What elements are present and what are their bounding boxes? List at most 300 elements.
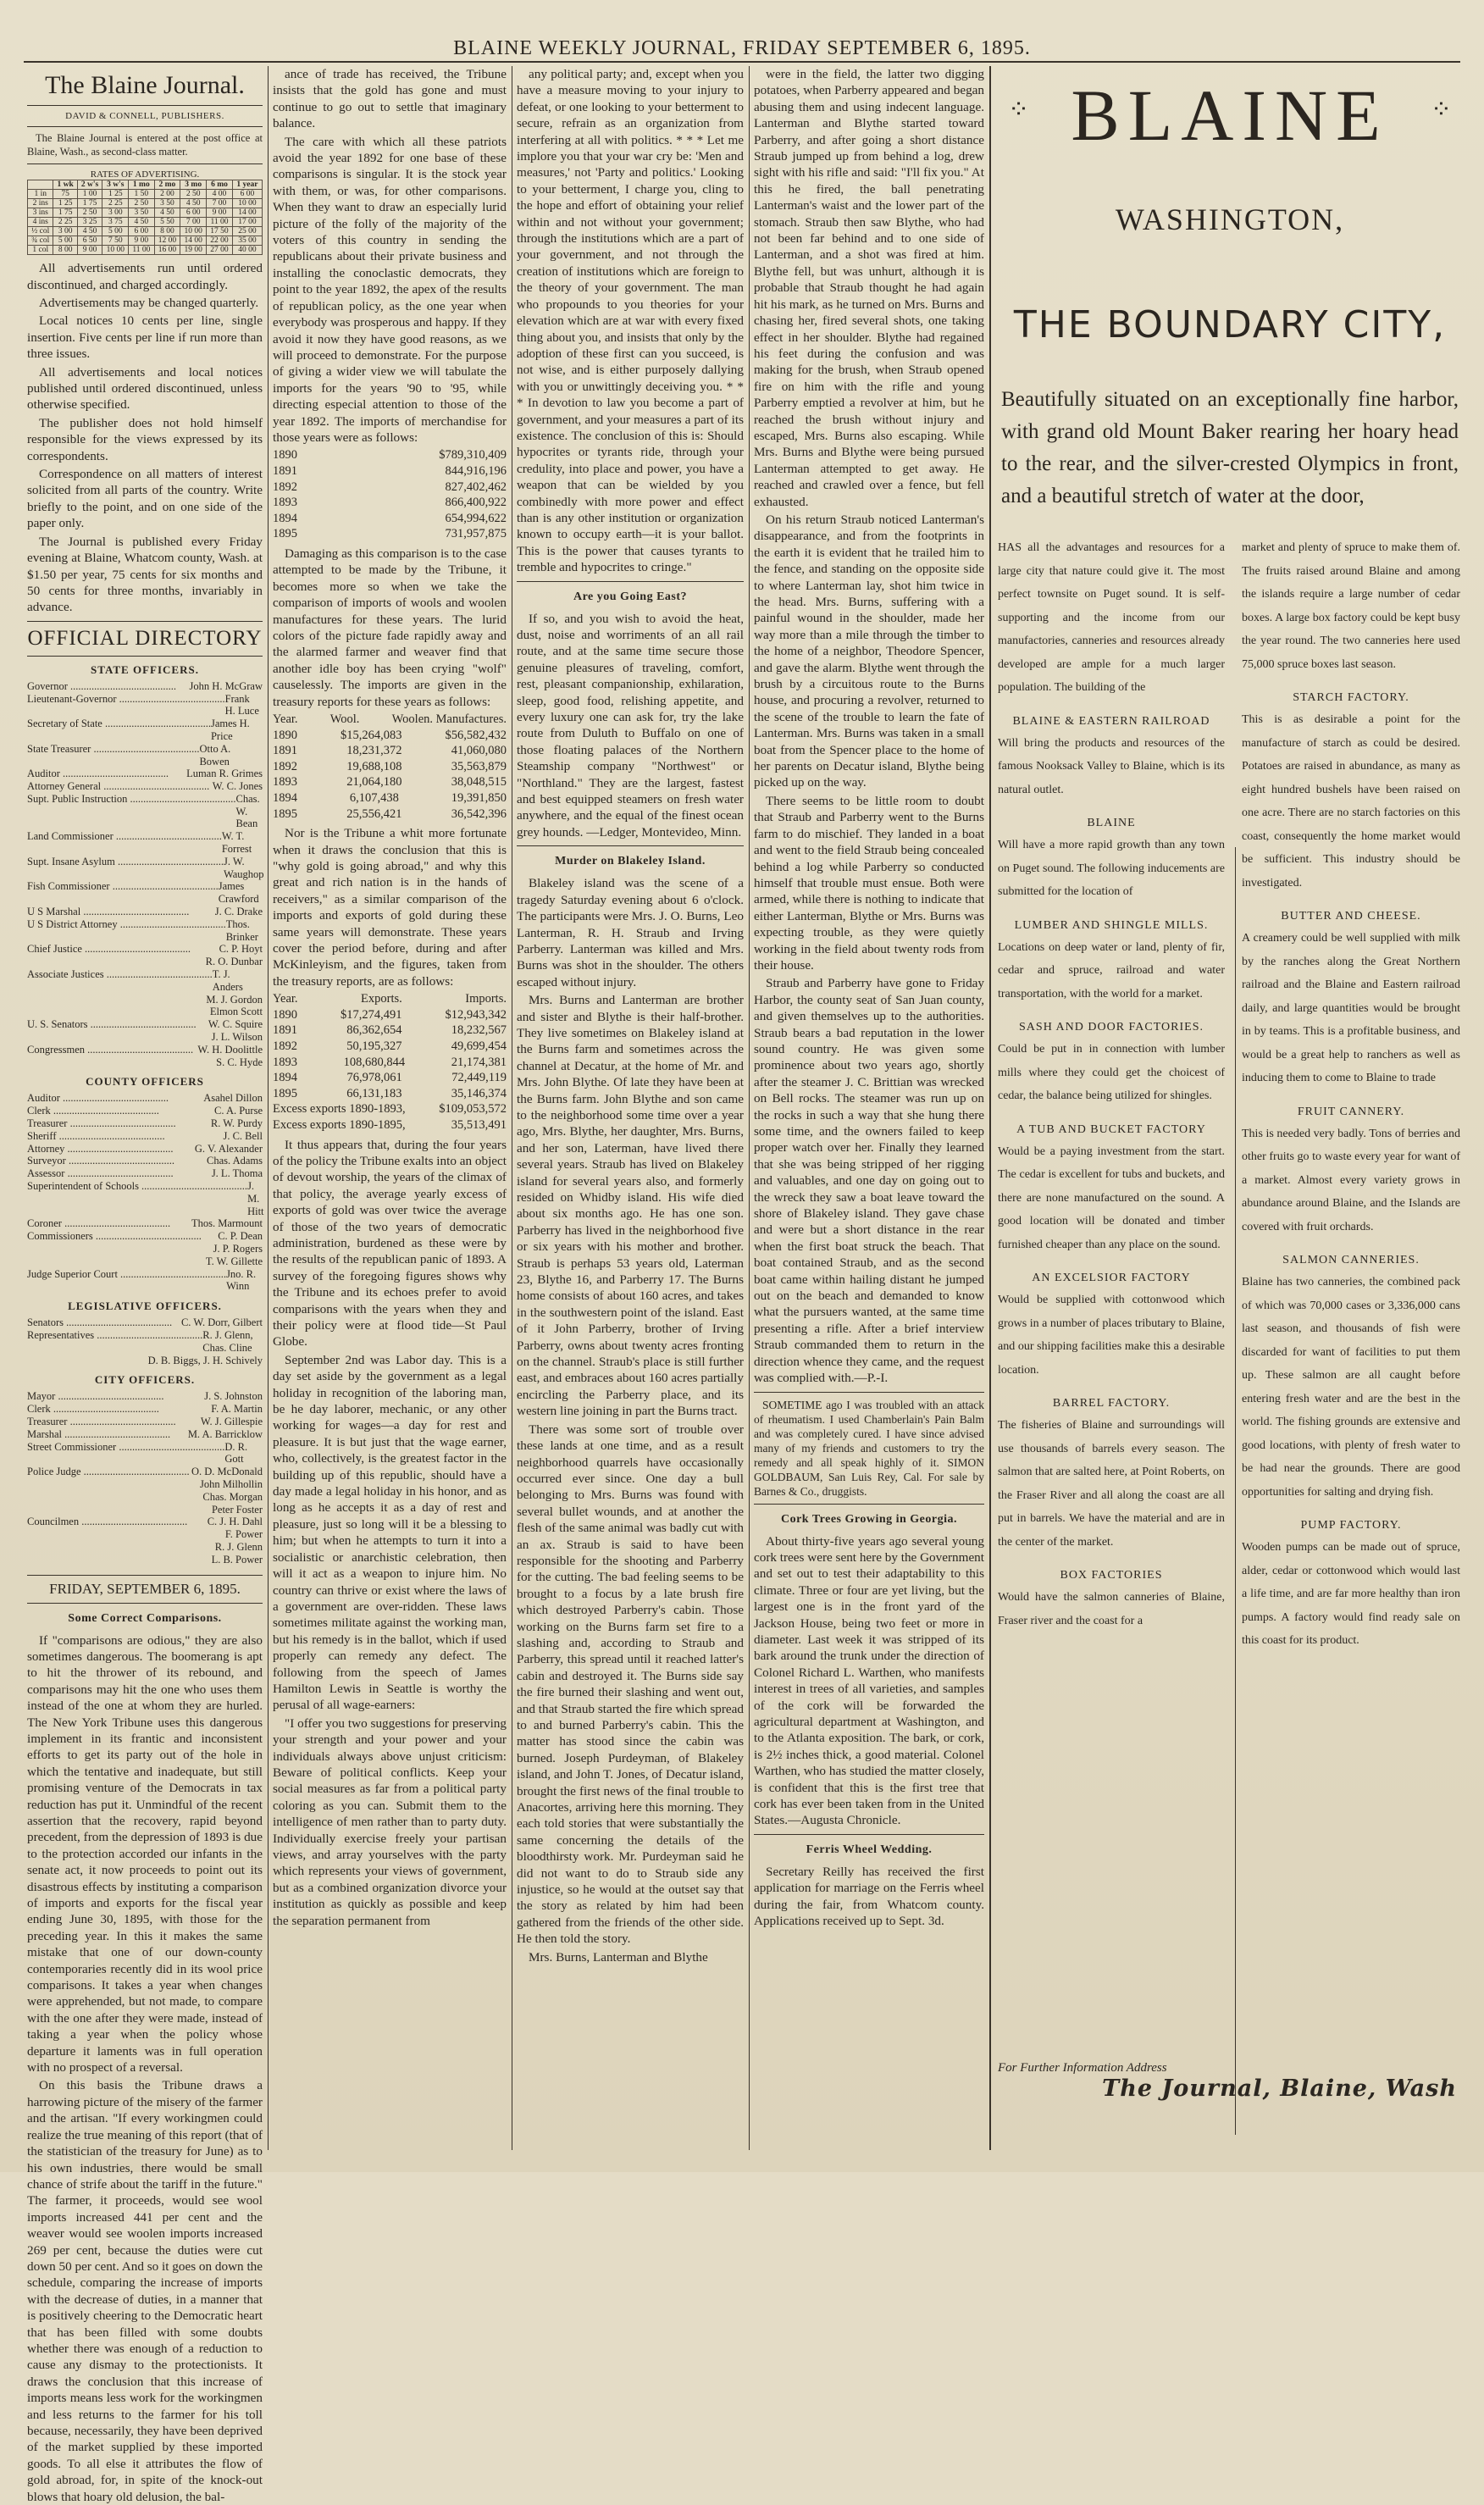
officer-name: F. Power <box>224 1528 263 1541</box>
ad-section-heading: STARCH FACTORY. <box>1293 691 1409 704</box>
legislative-officers-list <box>27 1316 263 1366</box>
figure-cell: 19,688,108 <box>346 759 402 773</box>
divider <box>754 1504 984 1505</box>
officer-name: C. P. Hoyt <box>219 943 263 956</box>
blaine-advertisement <box>998 66 1462 2159</box>
column-rule <box>268 66 269 2150</box>
paragraph: On his return Straub noticed Lanterman's disappearance, and from the footprints in the earth it is evident that he trailed him to the fence, and standing on the opposite side to where Lanterman lay, shot him twice in the head. Mrs. Burns, suffering with a painful wound in the shoulder, made her way more than a mile through the timber to the home of a neighbor, Theodore Spencer, and gave the alarm. Blythe went through the brush by a circuitous route to the Burns house, and procuring a revolver, returned to the scene of the trouble to learn the fate of Lanterman. Mrs. Burns was taken in a small boat from the Spencer place to the home of her parents on Decatur island, Blythe being picked up on the way. <box>754 512 984 790</box>
office-name: Secretary of State ........................................ <box>27 718 211 730</box>
directory-row <box>27 1130 263 1143</box>
directory-row <box>27 1044 263 1056</box>
header-cell: Exports. <box>361 992 402 1006</box>
officer-name: J. S. Johnston <box>204 1390 263 1403</box>
entry-note: The Blaine Journal is entered at the post office at Blaine, Wash., as second-class matter. <box>27 132 263 158</box>
figure-cell: 654,994,622 <box>445 511 507 525</box>
ad-signature: The Journal, Blaine, Wash <box>1102 2075 1457 2102</box>
directory-row <box>27 994 263 1006</box>
directory-row <box>27 1466 263 1478</box>
cork-trees-body <box>754 1533 984 1829</box>
figure-cell: 38,048,515 <box>451 775 507 790</box>
officer-name: J. L. Thoma <box>211 1167 263 1180</box>
legislative-officers-head: LEGISLATIVE OFFICERS. <box>68 1300 222 1313</box>
rates-cell: 3 00 <box>102 208 129 218</box>
rates-cell: 1 25 <box>53 199 77 208</box>
figure-cell: 827,402,462 <box>445 479 507 494</box>
figure-cell: 19,391,850 <box>451 790 507 805</box>
rates-cell: 75 <box>53 190 77 199</box>
figure-cell: 86,362,654 <box>346 1023 402 1038</box>
rates-cell: 2 50 <box>180 190 207 199</box>
figure-cell: Excess exports 1890-1893, <box>273 1102 406 1117</box>
rheumatism-notice: SOMETIME ago I was troubled with an attack of rheumatism. I used Chamberlain's Pain Balm and was completely cured. I have since advised many of my friends and customers to try the remedy and all speak highly of it. SIMON GOLDBAUM, San Luis Rey, Cal. For sale by Barnes & Co., druggists. <box>754 1398 984 1498</box>
wool-imports-table <box>273 712 507 822</box>
office-name: U S District Attorney ........................................ <box>27 917 226 930</box>
figure-cell: $12,943,342 <box>445 1007 507 1022</box>
paragraph: About thirty-five years ago several young cork trees were sent here by the Government and set out to test their adaptability to this climate. Three or four are yet living, but the largest one is in the front yard of the Jackson House, being two feet or more in diameter. Last week it was stripped of its bark around the trunk under the direction of Colonel Richard L. Warthen, who manifests interest in trees of all varieties, and samples of the cork will be forwarded the agricultural department at Washington, and to the Atlanta exposition. The bark, or cork, is 2½ inches thick, a good material. Colonel Warthen, who has studied the matter closely, is confident that this is the first tree that cork has ever been taken from in the United States.—Augusta Chronicle. <box>754 1533 984 1828</box>
ad-section-text: Would be supplied with cottonwood which grows in a number of places tributary to Blaine, and our shipping facilities make this a desirable location. <box>998 1294 1225 1377</box>
paragraph: Secretary Reilly has received the first application for marriage on the Ferris wheel during the fair, from Whatcom county. Applications received up to Sept. 3d. <box>754 1864 984 1929</box>
ad-section-heading: FRUIT CANNERY. <box>1297 1105 1405 1118</box>
divider <box>27 1575 263 1576</box>
figure-cell: 1892 <box>273 759 297 773</box>
figure-cell: 72,449,119 <box>451 1071 507 1085</box>
article-continued <box>273 66 507 446</box>
rates-cell: 9 00 <box>77 246 102 255</box>
article-continued <box>273 825 507 989</box>
state-officers-list <box>27 680 263 1069</box>
figure-cell: 1893 <box>273 1055 297 1069</box>
figure-row <box>273 495 507 511</box>
figure-cell: 18,231,372 <box>346 744 402 758</box>
directory-row <box>27 880 263 906</box>
rates-cell: 2 50 <box>129 199 154 208</box>
office-name: Auditor ........................................ <box>27 1092 169 1105</box>
figure-cell: 18,232,567 <box>451 1023 507 1038</box>
figure-row <box>273 743 507 759</box>
ad-section-text: Wooden pumps can be made out of spruce, alder, cedar or cottonwood which would last a life time, and are far more healthy than iron pumps. A factory would find ready sale on this coast for its product. <box>1242 1541 1460 1647</box>
rates-cell: 3 75 <box>102 218 129 227</box>
rates-cell: 11 00 <box>207 218 233 227</box>
office-name: Auditor ........................................ <box>27 768 169 780</box>
officer-name: Jno. R. Winn <box>226 1267 257 1293</box>
ad-section-text: Locations on deep water or land, plenty of fir, cedar and spruce, railroad and water transportation, with the world for a market. <box>998 940 1225 1000</box>
figure-cell: 41,060,080 <box>451 744 507 758</box>
rates-cell: 1 75 <box>53 208 77 218</box>
state-officers-head: STATE OFFICERS. <box>91 662 199 676</box>
rates-cell: 22 00 <box>207 236 233 246</box>
directory-row <box>27 1355 263 1367</box>
office-name: Sheriff ........................................ <box>27 1129 165 1142</box>
paragraph: ance of trade has received, the Tribune insists that the gold has gone and must continue to go out to settle that imaginary balance. <box>273 67 507 131</box>
directory-row <box>27 1504 263 1516</box>
paragraph: Straub and Parberry have gone to Friday Harbor, the county seat of San Juan county, and given themselves up to the authorities. Straub bears a bad reputation in the lower sound country. He was given some prominence about two years ago, shortly after the steamer J. C. Brittian was wrecked on Bell rocks. The steamer was run up on the rocks in such a way that she hung there some time, and the owners failed to keep proper watch over her. Finally they learned that she was being stripped of her rigging and valuables, and one day on going out to the wreck they saw a boat leave toward the shore of Blakeley island. They gave chase and were but a short distance in the rear when the first boat struck the beach. That boat contained Straub, and as the second boat came within hailing distant he jumped out on the beach and demanded to know what the pursuers wanted, at the same time presenting a rifle. After a brief interview Straub commanded them to return in the direction whence they came, and the request was complied with.—P.-I. <box>754 976 984 1386</box>
ad-right-column <box>1233 536 1460 1653</box>
paragraph: Mrs. Burns, Lanterman and Blythe <box>529 1949 708 1965</box>
paragraph: The care with which all these patriots avoid the year 1892 for one base of these comparisons is singular. It is the stock year with them, or was, for other comparisons. When they want to draw an especially lurid picture of the folly of the majority of the voters of this country in sending the republicans about their private business and installing the conoclastic democrats, they point to the year 1892, the apex of the results of republican policy, as the one year when everybody was prosperous and happy. If they avoid it now they have good reasons, as we will proceed to demonstrate. For the purpose of giving a wider view we will tabulate the imports for the years '90 to '95, while directing especial attention to those of the year 1892. The imports of merchandise for those years were as follows: <box>273 134 507 445</box>
rates-cell: 1 75 <box>77 199 102 208</box>
paragraph: It thus appears that, during the four years of the policy the Tribune exalts into an object of devout worship, the years of the climax of that policy, the average yearly excess of exports of gold was over twice the average of those of the two years of democratic administration, burdened as these were by the results of the republican panic of 1893. A survey of the foregoing figures shows why the Tribune and its echoes prefer to avoid comparisons with the years when they and their policy were at flood tide—St Paul Globe. <box>273 1137 507 1349</box>
officer-name: Luman R. Grimes <box>186 768 263 780</box>
ad-section-text: Blaine has two canneries, the combined pack of which was 70,000 cases or 3,336,000 cans last season, and thousands of fish were discarded for want of facilities to put them up. These salmon are all caught before entering fresh water and are the best in the world. The fishing grounds are extensive and good locations, with plenty of fresh water to be had near the grounds. There are good opportunities for salting and drying fish. <box>1242 1276 1460 1499</box>
figure-row <box>273 1039 507 1055</box>
rates-cell: 7 00 <box>207 199 233 208</box>
rates-cell: 3 50 <box>154 199 180 208</box>
office-name: Congressmen ........................................ <box>27 1043 194 1056</box>
figure-cell: 35,146,374 <box>451 1086 507 1100</box>
rates-cell: 2 25 <box>53 218 77 227</box>
officer-name: W. H. Doolittle <box>197 1043 263 1056</box>
divider <box>517 845 744 846</box>
figure-cell: $789,310,409 <box>439 448 507 463</box>
city-officers-head: CITY OFFICERS. <box>94 1373 196 1387</box>
figure-cell: 1890 <box>273 1007 297 1022</box>
rates-row <box>28 246 263 255</box>
office-name: Commissioners ........................................ <box>27 1230 202 1243</box>
figure-cell: $15,264,083 <box>341 728 402 742</box>
rates-cell: 10 00 <box>232 199 262 208</box>
office-name: U S Marshal ........................................ <box>27 906 190 918</box>
figure-row <box>273 1023 507 1039</box>
article-continued <box>517 66 744 576</box>
office-name: Clerk ........................................ <box>27 1105 159 1117</box>
directory-row <box>27 1006 263 1018</box>
officer-name: J. C. Drake <box>214 906 263 918</box>
column-rule <box>749 66 750 2150</box>
rates-cell: 5 50 <box>154 218 180 227</box>
directory-row <box>27 956 263 968</box>
rates-cell: 3 50 <box>129 208 154 218</box>
figure-row <box>273 790 507 806</box>
masthead: BLAINE WEEKLY JOURNAL, FRIDAY SEPTEMBER 6, 1895. <box>453 37 1031 59</box>
figure-row <box>273 1101 507 1117</box>
paragraph: Advertisements may be changed quarterly. <box>39 296 259 310</box>
divider <box>27 163 263 164</box>
figure-cell: 1894 <box>273 511 297 525</box>
directory-row <box>27 1018 263 1031</box>
officer-name: W. C. Squire <box>208 1018 263 1031</box>
ad-section-text: Would be a paying investment from the start. The cedar is excellent for tubs and buckets, and there are none manufactured on the sound. A good location will be donated and timber furnished cheaper than any place on the sound. <box>998 1144 1225 1251</box>
rates-cell: 5 00 <box>53 236 77 246</box>
rates-cell: 7 00 <box>180 218 207 227</box>
article-continued <box>273 1137 507 1930</box>
office-name: Senators ........................................ <box>27 1316 173 1329</box>
directory-row <box>27 1117 263 1130</box>
directory-row <box>27 1441 263 1466</box>
rates-header: 3 w's <box>102 180 129 190</box>
rates-cell: ¾ col <box>28 236 53 246</box>
ad-section-heading: SALMON CANNERIES. <box>1282 1254 1420 1266</box>
rates-cell: 1 50 <box>129 190 154 199</box>
paragraph: were in the field, the latter two digging potatoes, when Parberry appeared and began abusing them and using indecent language. Lanterman and Blythe started toward Parberry, and after going a short distance Straub jumped up from behind a log, drew sight with his rifle and said: "I'll fix you." At this he fired, the ball penetrating Lanterman's waist and the lower part of the stomach. Straub then saw Blythe, who had not been far behind and to one side of Lanterman, and a shot was fired at him. Blythe fell, but was unhurt, although it is probable that Straub thought he had again hit his mark, as he turned on Mrs. Burns and chasing her, fired several shots, one taking effect in her shoulder. Blythe had regained his feet during the confusion and was making for the brush, when Straub opened fire on him with the rifle and young Parberry emptied a revolver at him, but he reached the brush without injury and escaped, Mrs. Burns also escaping. While Mrs. Burns and Blythe were being pursued Lanterman attempted to get away. He reached and crawled over a fence, but fell exhausted. <box>754 67 984 509</box>
paragraph: If so, and you wish to avoid the heat, dust, noise and worriments of an all rail route, and at the same time secure those genuine pleasures of traveling, comfort, rest, pleasant companionship, exhilaration, sleep, good food, relishing appetite, and every luxury one can ask for, try the lake route from Duluth to Buffalo on one of those floating palaces of the Northern Steamship company "Northwest" or "Northland." They are the largest, fastest and best equipped steamers on fresh water anywhere, and the equal of the finest ocean grey hounds. —Ledger, Montevideo, Minn. <box>517 611 744 840</box>
ad-section-text: market and plenty of spruce to make them of. The fruits raised around Blaine and among the islands require a large number of cedar boxes. A large box factory could be kept busy the year round. The two canneries here used 75,000 spruce boxes last season. <box>1242 541 1460 671</box>
headline-going-east: Are you Going East? <box>573 590 688 603</box>
officer-name: C. A. Purse <box>214 1105 263 1117</box>
ad-section-text: This is as desirable a point for the manufacture of starch as could be desired. Potatoes are raised in abundance, as many as eight hundred bushels have been raised on one acre. There are no starch factories on this coast, consequently the home market would be sufficient. This industry should be investigated. <box>1242 713 1460 889</box>
figure-row <box>273 1007 507 1023</box>
directory-row <box>27 856 263 881</box>
header-cell: Year. <box>273 712 298 726</box>
figure-cell: 1895 <box>273 1086 297 1100</box>
ad-section-heading: BLAINE & EASTERN RAILROAD <box>1012 714 1210 728</box>
ad-section-text: Would have the salmon canneries of Blaine, Fraser river and the coast for a <box>998 1591 1225 1627</box>
divider <box>27 1603 263 1604</box>
paragraph: If "comparisons are odious," they are also sometimes dangerous. The boomerang is apt to hit the thrower of its rebound, and comparisons may hit the one who uses them instead of the one at whom they are hurled. The New York Tribune uses this dangerous implement in its frantic and inconsistent efforts to get its party out of the hole in which the tentative and inadequate, but still promising venture of the Democrats in tax reduction has put it. Unmindful of the recent assertion that the recovery, rapid beyond precedent, from the depression of 1893 is due to the protection accorded our infants in the senate act, it now proceeds to point out its disastrous effects by instituting a comparison of imports and exports for the fiscal year ending June 30, 1895, with those for the preceding year. In this it makes the same mistake that one of our down-county contemporaries recently did in its wool price comparisons. It takes a year when changes were apprehended, but not made, to compare with the one after they were made, instead of taking a year when the policy whose departure it laments was in full operation with no prospect of a reversal. <box>27 1632 263 2075</box>
rates-cell: 4 00 <box>207 190 233 199</box>
figure-cell: 731,957,875 <box>445 527 507 541</box>
directory-row <box>27 1329 263 1355</box>
ad-section-heading: SASH AND DOOR FACTORIES. <box>1019 1021 1204 1034</box>
figure-cell: $17,274,491 <box>341 1007 402 1022</box>
figure-row <box>273 447 507 463</box>
directory-row <box>27 1390 263 1403</box>
ad-section-text: HAS all the advantages and resources for a large city that nature could give it. The most perfect townsite on Puget sound. It is self-supporting and the income from our manufactories, canneries and resources already developed are ample for a much larger population. The building of the <box>998 541 1225 694</box>
ad-section-heading: BARREL FACTORY. <box>1052 1397 1171 1410</box>
figure-cell: 1891 <box>273 1023 297 1038</box>
office-name: Police Judge ........................................ <box>27 1466 190 1478</box>
officer-name: C. J. H. Dahl <box>207 1516 263 1528</box>
paragraph: Mrs. Burns and Lanterman are brother and sister and Blythe is their half-brother. They live sometimes on Blakeley island at the Burns farm and sometimes across the channel at Decatur, at the home of Mr. and Mrs. John Blythe. Of late they have been at the Burns farm. John Blythe and son came to the neighborhood some time over a year ago, Mrs. Blythe, her daughter, Mrs. Burns, and her son, Laterman, have lived there several years. Straub has lived on Blakeley island for several years also, and formerly resided on Whidby island. His wife died about six months ago. He has one son. Parberry has lived in the neighborhood five or six years with his mother and brother. Straub is perhaps 53 years old, Laterman 23, Blythe 16, and Parberry 17. The Burns home consists of about 160 acres, and takes in the southwestern point of the island. East of it John Parberry, brother of Irving Parberry, owns about twenty acres fronting on the channel. Straub's place is still further east, and embraces about 160 acres partially encircling the Parberry place, and its western line joining in part the Burns tract. <box>517 993 744 1419</box>
directory-row <box>27 1180 263 1217</box>
officer-name: Chas. Morgan <box>202 1490 263 1503</box>
rates-table <box>27 180 263 255</box>
office-name: Governor ........................................ <box>27 679 177 692</box>
figure-cell: 1890 <box>273 448 297 463</box>
figure-cell: 1892 <box>273 479 297 494</box>
paper-title: The Blaine Journal. <box>45 71 245 99</box>
directory-row <box>27 1230 263 1243</box>
directory-row <box>27 968 263 994</box>
officer-name: M. J. Gordon <box>206 993 263 1006</box>
figure-row <box>273 463 507 479</box>
publishers: DAVID & CONNELL, PUBLISHERS. <box>65 111 224 121</box>
rates-cell: 7 50 <box>102 236 129 246</box>
office-name: Representatives ........................................ <box>27 1328 203 1341</box>
directory-row <box>27 1092 263 1105</box>
directory-row <box>27 1155 263 1167</box>
rates-cell: 3 ins <box>28 208 53 218</box>
officer-name: J. C. Bell <box>223 1129 263 1142</box>
divider <box>754 1834 984 1835</box>
rates-cell: 1 col <box>28 246 53 255</box>
directory-row <box>27 1143 263 1156</box>
table-header <box>273 991 507 1007</box>
murder-continued <box>754 66 984 1387</box>
paragraph: Nor is the Tribune a whit more fortunate when it draws the conclusion that this is "why gold is going abroad," and why this great and rich nation is in the hands of receivers," as a similar comparison of the imports and exports of gold during these same years will demonstrate. These years cover the period before, during and after McKinleyism, and the figures, taken from the treasury reports, are as follows: <box>273 826 507 989</box>
figure-cell: 1895 <box>273 527 297 541</box>
divider <box>27 126 263 127</box>
ad-section-text: A creamery could be well supplied with milk by the ranches along the Great Northern railroad and the Blaine and Eastern railroad daily, and large quantities would be brought in by teams. This is a profitable business, and would be a great help to ranchers as well as inducing them to come to Blaine to trade <box>1242 932 1460 1084</box>
officer-name: D. R. Gott <box>224 1440 248 1466</box>
paragraph: any political party; and, except when you have a measure moving to your injury to defeat, or one looking to your betterment to secure, refrain as an organization from interfering at all with politics. * * * Let me implore you that your war cry be: 'Men and measures,' not 'Party and politics.' Looking to your betterment, I charge you, cling to the hope and effort of obtaining your relief within and not without your government; through the institutions which are a part of your government, and not through the creation of institutions which are foreign to the theory of your government. The man who propounds to you theories for your elevation which are at war with every fixed thing about you, and insists that only by the adoption of these first can you succeed, is not wise, and is either purposely dallying with you or unwittingly deceiving you. * * * In devotion to law you become a part of government, and your measures a part of its existence. The conclusion of this is: Should hypocrites or tyrants ride, through your credulity, into place and power, you have a weapon that can be wielded by you combinedly with more power and effect than is any other institution or organization known to occupy earth—it is your ballot. This is the power that causes tyrants to tremble and hypocrites to cringe." <box>517 67 744 575</box>
rates-row <box>28 199 263 208</box>
office-name: State Treasurer ........................................ <box>27 742 200 755</box>
officer-name: Chas. W. Bean <box>235 792 260 830</box>
paragraph: Correspondence on all matters of interest solicited from all parts of the country. Write briefly to the point, and on one side of the paper only. <box>27 467 263 531</box>
rates-cell: 27 00 <box>207 246 233 255</box>
ad-section-heading: BUTTER AND CHEESE. <box>1281 910 1421 923</box>
rates-cell: 8 00 <box>154 227 180 236</box>
ad-lead: Beautifully situated on an exceptionally fine harbor, with grand old Mount Baker rearing her hoary head to the rear, and the silver-crested Olympics in front, and a beautiful stretch of water at the door, <box>1001 388 1459 507</box>
officer-name: L. B. Power <box>211 1553 263 1566</box>
rates-cell: 16 00 <box>154 246 180 255</box>
figure-row <box>273 511 507 527</box>
rates-cell: 19 00 <box>180 246 207 255</box>
directory-row <box>27 1428 263 1441</box>
figure-cell: 1891 <box>273 744 297 758</box>
rates-cell: 17 50 <box>207 227 233 236</box>
header-cell: Year. <box>273 992 298 1006</box>
ad-section-text: This is needed very badly. Tons of berries and other fruits go to waste every year for want of a market. Almost every variety grows in abundance around Blaine, and the Islands are covered with fruit orchards. <box>1242 1127 1460 1233</box>
directory-row <box>27 1516 263 1528</box>
header-cell: Wool. <box>329 712 360 726</box>
officer-name: T. W. Gillette <box>205 1255 263 1267</box>
rates-row <box>28 236 263 246</box>
column-rule <box>989 66 991 2150</box>
rates-cell: 6 00 <box>232 190 262 199</box>
column-1 <box>27 66 264 2504</box>
rates-row <box>28 227 263 236</box>
office-name: Attorney General ........................................ <box>27 780 210 793</box>
office-name: Judge Superior Court ........................................ <box>27 1267 227 1280</box>
article-title: Some Correct Comparisons. <box>68 1611 222 1625</box>
rates-header: 1 year <box>232 180 262 190</box>
rates-title: RATES OF ADVERTISING. <box>90 169 200 180</box>
directory-row <box>27 1056 263 1069</box>
office-name: Supt. Insane Asylum ........................................ <box>27 855 224 867</box>
officer-name: John H. McGraw <box>189 679 263 692</box>
directory-row <box>27 1403 263 1416</box>
ad-section-text: Will bring the products and resources of the famous Nooksack Valley to Blaine, which is its natural outlet. <box>998 736 1225 796</box>
officer-name: R. J. Glenn, Chas. Cline <box>202 1328 253 1354</box>
figure-row <box>273 774 507 790</box>
officer-name: Elmon Scott <box>209 1006 263 1018</box>
directory-row <box>27 1031 263 1044</box>
paragraph: All advertisements and local notices published until ordered discontinued, unless otherwise specified. <box>27 364 263 413</box>
officer-name: J. P. Rogers <box>213 1242 263 1255</box>
table-header <box>273 712 507 728</box>
ad-title: BLAINE <box>1071 75 1389 156</box>
officer-name: R. O. Dunbar <box>205 956 263 968</box>
officer-name: James H. Price <box>210 718 250 742</box>
directory-row <box>27 793 263 830</box>
county-officers-head: COUNTY OFFICERS <box>86 1075 204 1089</box>
directory-row <box>27 680 263 693</box>
directory-row <box>27 1105 263 1117</box>
rates-cell: 4 50 <box>129 218 154 227</box>
office-name: Treasurer ........................................ <box>27 1415 176 1427</box>
figure-cell: 21,174,381 <box>451 1055 507 1069</box>
column-4 <box>754 66 984 2159</box>
office-name: Chief Justice ........................................ <box>27 943 191 956</box>
rates-cell: 9 00 <box>129 236 154 246</box>
office-name: Coroner ........................................ <box>27 1217 171 1230</box>
rates-cell: 14 00 <box>232 208 262 218</box>
rates-header: 6 mo <box>207 180 233 190</box>
directory-row <box>27 768 263 780</box>
masthead-rule <box>24 61 1460 63</box>
article-continued <box>273 546 507 710</box>
city-officers-list <box>27 1390 263 1566</box>
officer-name: Frank H. Luce <box>224 692 259 718</box>
rates-cell: 12 00 <box>154 236 180 246</box>
figure-row <box>273 728 507 744</box>
divider <box>754 1392 984 1393</box>
rates-cell: 2 25 <box>102 199 129 208</box>
divider <box>27 621 263 622</box>
officer-name: R. J. Glenn <box>214 1540 263 1553</box>
column-3 <box>517 66 744 2159</box>
ornament-icon: ⁘ <box>1008 95 1030 125</box>
paragraph: Blakeley island was the scene of a tragedy Saturday evening about 6 o'clock. The participants were Mrs. J. O. Burns, Leo Lanterman, R. H. Straub and Irving Parberry. Lanterman was killed and Mrs. Burns was shot in the shoulder. The others escaped without injury. <box>517 876 744 989</box>
figure-cell: 866,400,922 <box>445 496 507 510</box>
figure-cell: 36,542,396 <box>451 806 507 821</box>
rates-cell: 4 50 <box>77 227 102 236</box>
figure-row <box>273 759 507 775</box>
figure-cell: 35,513,491 <box>451 1117 507 1132</box>
officer-name: J. L. Wilson <box>211 1031 263 1044</box>
directory-row <box>27 1255 263 1268</box>
office-name: Lieutenant-Governor ........................................ <box>27 692 225 705</box>
figure-cell: $109,053,572 <box>439 1102 507 1117</box>
ornament-icon: ⁘ <box>1430 95 1452 125</box>
directory-row <box>27 1167 263 1180</box>
officer-name: W. T. Forrest <box>221 830 252 856</box>
ad-section-heading: PUMP FACTORY. <box>1300 1519 1402 1532</box>
county-officers-list <box>27 1092 263 1293</box>
directory-row <box>27 1217 263 1230</box>
figure-cell: 1891 <box>273 463 297 478</box>
office-name: Assessor ........................................ <box>27 1167 174 1180</box>
paragraph: September 2nd was Labor day. This is a day set aside by the government as a legal holiday in recognition of the laboring man, be he day laborer, mechanic, or any other working for wages—a day for rest and pleasure. It is but just that the wage earner, who, collectively, is the greatest factor in the building up of this republic, should have a day made a legal holiday in his honor, and as long as he accepts it as a day of rest and pleasure, just so long will it be a blessing to him; but when he attempts to turn it into a socialistic or anarchistic celebration, then will it act as a weapon to injure him. No country can thrive or exist where the laws of a government are over-ridden. These laws sometimes militate against the working man, but his remedy is in the ballot, which if used properly can remedy any defect. The following from the speech of James Hamilton Lewis in Seattle is worthy the perusal of all wage-earners: <box>273 1352 507 1713</box>
directory-row <box>27 780 263 793</box>
figure-cell: 1895 <box>273 806 297 821</box>
figure-cell: 21,064,180 <box>346 775 402 790</box>
office-name: Clerk ........................................ <box>27 1403 159 1416</box>
directory-row <box>27 743 263 768</box>
figure-cell: 1892 <box>273 1039 297 1053</box>
directory-row <box>27 1541 263 1554</box>
officer-name: F. A. Martin <box>211 1403 263 1416</box>
figure-row <box>273 1055 507 1071</box>
rates-cell: 3 00 <box>53 227 77 236</box>
rates-cell: 14 00 <box>180 236 207 246</box>
divider <box>27 656 263 657</box>
rates-header: 1 wk <box>53 180 77 190</box>
figure-cell: 844,916,196 <box>445 463 507 478</box>
figure-row <box>273 479 507 496</box>
office-name: Associate Justices ........................................ <box>27 968 213 981</box>
paragraph: There seems to be little room to doubt that Straub and Parberry went to the Burns farm to do mischief. They landed in a boat and went to the field Straub being concealed behind a log while Parberry so conducted himself that trouble must ensue. Both were armed, while there is nothing to indicate that either Lanterman, Blythe or Mrs. Burns was expecting trouble, as they were quietly working in the field about twenty rods from their house. <box>754 793 984 973</box>
paragraph: There was some sort of trouble over these lands at one time, and as a result neighborhood quarrels have occasionally occurred ever since. One day a bull belonging to Mrs. Burns was found with several bullet wounds, and at another the flesh of the same animal was badly cut with an ax. Straub is said to have been responsible for the shooting and Parberry for the cutting. The bad feeling seems to be brought to a focus by a late brush fire which destroyed Parberry's cabin. Those working on the Burns farm set fire to a slashing and, according to Straub and Parberry, this spread until it reached latter's cabin and destroyed it. The Burns side say the fire burned their slashing and went out, and that Straub started the fire which spread to and burned Parberry's cabin. This the matter has stood since the cabin was burned. Joseph Purdeyman, of Blakeley island, and John T. Jones, of Decatur island, brought the first news of the final trouble to Anacortes, arriving here this morning. They each told stories that were substantially the same concerning the details of the bloodthirsty work. Mr. Purdeyman said he did not want to do to Straub side any injustice, so he would at the outset say that the story as related by him had been gathered from the friends of the other side. He then told the story. <box>517 1422 744 1947</box>
officer-name: Peter Foster <box>211 1503 263 1516</box>
rates-header: 1 mo <box>129 180 154 190</box>
ad-footer-note: For Further Information Address <box>998 2061 1167 2075</box>
headline-cork-trees: Cork Trees Growing in Georgia. <box>780 1512 957 1526</box>
gold-table <box>273 991 507 1133</box>
paragraph: On this basis the Tribune draws a harrowing picture of the misery of the farmer and the artisan. "If every workingmen could realize the true meaning of this report (that of the statistician of the treasury for June) as to his own industries, there would be small chance of strife about the tariff in the future." The farmer, it proceeds, would see wool imports increased 441 per cent and the weaver would see woolen imports increased 269 per cent, because the duties were cut down 50 per cent. And so it goes on down the schedule, comparing the increase of imports with the decrease of duties, in a manner that is positively cheering to the Democratic heart that has been filled with some doubts whether there was enough of a reduction to cause any dismay to the protectionists. It draws the conclusion that this increase of imports means less work for the workingmen and less returns to the farmer for his toll because, necessarily, they have been deprived of the market supplied by these imported goods. To all else it attributes the flow of gold abroad, for, in spite of the knock-out blows that hoary old delusion, the bal- <box>27 2078 263 2504</box>
officer-name: Thos. Brinker <box>225 917 258 943</box>
paragraph: The publisher does not hold himself responsible for the views expressed by its correspondents. <box>27 415 263 463</box>
rates-cell: 9 00 <box>207 208 233 218</box>
figure-row <box>273 1086 507 1102</box>
figure-cell: 50,195,327 <box>346 1039 402 1053</box>
officer-name: C. W. Dorr, Gilbert <box>180 1316 263 1329</box>
officer-name: Asahel Dillon <box>203 1092 263 1105</box>
officer-name: W. C. Jones <box>212 780 263 793</box>
rates-cell: 1 00 <box>77 190 102 199</box>
office-name: Superintendent of Schools ........................................ <box>27 1180 248 1192</box>
